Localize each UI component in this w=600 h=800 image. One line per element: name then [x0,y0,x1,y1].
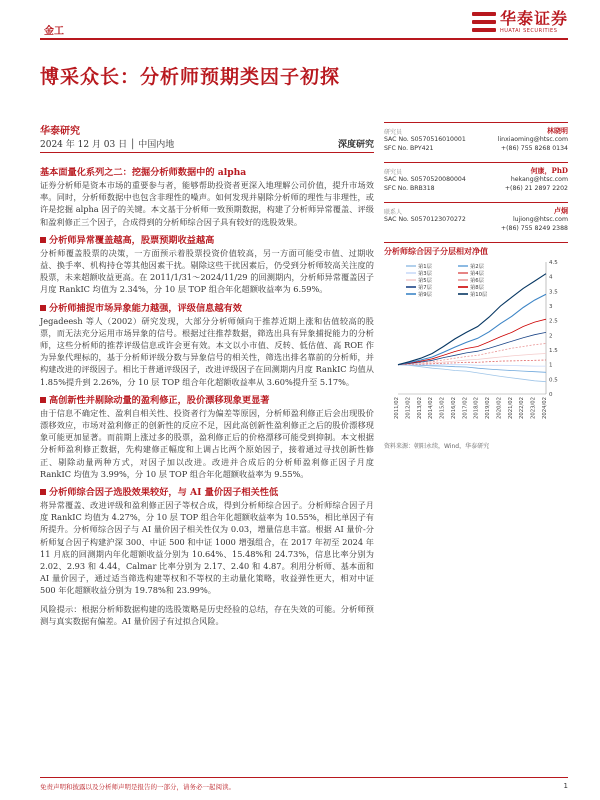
logo-name-cn: 华泰证券 [499,9,568,28]
analyst-role: 研究员 [384,169,403,176]
x-tick-label: 2017/02 [462,397,469,420]
x-tick-label: 2011/02 [394,397,400,420]
dateline [40,137,374,153]
bullet-icon [40,489,46,495]
legend-label: 第6层 [470,278,484,284]
chart-area [384,256,568,434]
legend-label: 第3层 [418,271,432,277]
x-tick-label: 2022/02 [519,397,526,420]
section-body: 将异常覆盖、改进评级和盈利修正因子等权合成，得到分析师综合因子。分析师综合因子月度 RankIC 均值为 4.27%，分 10 层 TOP 组合年化超额收益率为 10.55%，相比单因子有所提升。分析师综合因子与 AI 量价因子相关性仅为 0.03，增量信息丰富。根据 AI 量价-分析师复合因子构建沪深 300、中证 500 和中证 1000 增强组合，在 2017 年初至 2024 年 11 月底的回测期内年化超额收益分别为 10.64%、15.48%和 24.73%，信息比率分别为 2.02、2.93 和 4.44，Calmar 比率分别为 2.17、2.40 和 4.87。利用分析师、基本面和 AI 量价因子，通过适当筛选构建等权和不等权的主动量化策略，收益弹性更大，相对中证 500 年化超额收益分别为 19.78%和 23.99%。 [40,500,374,596]
section-heading [40,302,374,315]
y-tick-label: 1.5 [549,348,558,354]
report-title: 博采众长：分析师预期类因子初探 [40,66,341,88]
sector-label: 金工 [44,26,64,37]
main-content [40,160,374,627]
company-logo [472,10,568,34]
y-tick-label: 2.5 [549,318,558,325]
analyst-email[interactable]: linxiaoming@htsc.com [497,136,568,143]
analyst-phone: +(86) 755 8249 2388 [500,225,568,232]
analyst-name: 卢炯 [554,206,568,215]
section-heading [40,166,374,179]
bullet-icon [40,237,46,243]
section-body: 分析师覆盖股票的决策，一方面预示着股票投资价值较高，另一方面可能受市值、过期收益、换手率、机构持仓等其他因素干扰。剔除这些干扰因素后，仍受到分析师较高关注度的股票，未来超额收益更高。在 2011/1/31～2024/11/29 的回测期内，分析师异常覆盖因子月度 RankIC 均值为 2.34%，分 10 层 TOP 组合年化超额收益率为 6.59%。 [40,247,374,295]
legend-label: 第9层 [418,292,432,298]
header-bar [40,9,568,40]
analyst-sfc: SFC No. BRB318 [384,185,435,192]
section-heading [40,486,374,499]
section-heading-text: 分析师综合因子选股效果较好，与 AI 量价因子相关性低 [49,487,279,499]
logo-name-en: HUATAI SECURITIES [499,28,558,34]
y-tick-label: 0 [549,392,553,398]
y-tick-label: 3.5 [549,289,558,296]
section-heading-text: 分析师异常覆盖越高，股票预期收益越高 [49,234,215,246]
analyst-email[interactable]: hekang@htsc.com [510,176,568,183]
x-tick-label: 2020/02 [496,397,503,420]
analyst-sac: SAC No. S0570520080004 [384,176,466,183]
analyst-name: 何康，PhD [530,166,568,175]
report-type: 深度研究 [337,140,374,150]
report-date-region: 2024 年 12 月 03 日 │ 中国内地 [40,140,175,150]
research-label: 华泰研究 [40,126,80,137]
layer-nav-chart [384,256,568,434]
x-tick-label: 2018/02 [473,397,480,420]
section-heading [40,394,374,407]
x-tick-label: 2024/02 [542,397,548,420]
logo-icon [472,12,496,32]
analyst-name: 林晓明 [547,126,568,135]
section-heading-text: 基本面量化系列之二：挖掘分析师数据中的 alpha [40,167,247,178]
analyst-panel [384,122,568,242]
bullet-icon [40,397,46,403]
y-tick-label: 4.5 [549,260,558,266]
section-heading-text: 高创新性并剔除动量的盈利修正，股价漂移现象更显著 [49,394,270,406]
analyst-role: 研究员 [384,129,403,136]
analyst-role: 联系人 [384,209,403,216]
analyst-card [384,162,568,202]
y-tick-label: 4 [549,274,553,281]
x-tick-label: 2021/02 [507,397,514,420]
risk-warning: 风险提示：根据分析师数据构建的选股策略是历史经验的总结，存在失效的可能。分析师预测与真实数据有偏差。AI 量价因子有过拟合风险。 [40,603,374,626]
x-tick-label: 2023/02 [530,397,537,420]
y-tick-label: 0.5 [549,377,558,384]
legend-label: 第8层 [470,285,484,291]
footer-disclaimer: 免责声明和披露以及分析师声明是报告的一部分，请务必一起阅读。 [40,783,235,791]
bullet-icon [40,305,46,311]
footer [40,777,568,795]
analyst-sac: SAC No. S0570123070272 [384,216,466,223]
analyst-card [384,122,568,162]
analyst-email[interactable]: lujiong@htsc.com [512,216,568,223]
section-body: 证券分析师是资本市场的重要参与者，能够帮助投资者更深入地理解公司价值，提升市场效率。同时，分析师数据中也包含非理性的噪声。如何发现并剔除分析师的理性与非理性，或许是挖掘 alpha 因子的关键。本文基于分析师一致预期数据，构建了分析师异常覆盖、评级和盈利修正三个因子，合成得到的分析师综合因子具有较好的选股效果。 [40,180,374,227]
x-tick-label: 2015/02 [439,397,446,420]
x-tick-label: 2014/02 [428,397,435,420]
page-number: 1 [563,782,568,790]
x-tick-label: 2013/02 [416,397,423,420]
section-body: Jegadeesh 等人（2002）研究发现，大部分分析师倾向于推荐近期上涨和估值较高的股票，而无法充分运用市场异象的信号。根据过往推荐数据，筛选出具有异象捕捉能力的分析师，这些分析师的推荐评级信息或许会更有效。本文以小市值、反转、低估值、高 ROE 作为异象代理标的，基于分析师评级分数与异象信号的相关性，筛选出排名靠前的分析师，并构建改进的评级因子。相比于普通评级因子，改进评级因子在回测期内月度 RankIC 均值从 1.85%提升到 2.26%，分 10 层 TOP 组合年化超额收益率从 3.60%提升至 5.17%。 [40,315,374,387]
analyst-phone: +(86) 21 2897 2202 [504,185,568,192]
legend-label: 第5层 [418,278,432,284]
y-tick-label: 2 [549,333,553,340]
x-tick-label: 2019/02 [485,397,492,420]
analyst-sfc: SFC No. BPY421 [384,145,434,152]
y-tick-label: 1 [549,362,553,369]
legend-label: 第4层 [470,271,484,277]
section-body: 由于信息不确定性、盈利自相关性、投资者行为偏差等原因，分析师盈利修正后会出现股价漂移效应，市场对盈利修正的创新性的反应不足，因此高创新性盈利修正之后的股价漂移现象可能更加显著。而前期上涨过多的股票，盈利修正后的价格漂移可能受到抑制。本文根据分析师盈利修正数据，先构建修正幅度和上调占比两个原始因子，接着通过寻找创新性修正、剔除动量两种方式，对因子加以改进。改进并合成后的分析师盈利修正因子月度 RankIC 均值为 3.99%，分 10 层 TOP 组合年化超额收益率为 9.55%。 [40,407,374,479]
x-tick-label: 2016/02 [450,397,457,420]
legend-label: 第2层 [470,264,484,270]
section-heading-text: 分析师捕捉市场异象能力越强，评级信息越有效 [49,302,242,314]
legend-label: 第1层 [418,264,432,270]
x-tick-label: 2012/02 [405,397,412,420]
chart-source: 资料来源：朝阳永续，Wind，华泰研究 [384,443,490,450]
section-heading [40,234,374,247]
legend-label: 第7层 [418,285,432,291]
y-tick-label: 3 [549,304,553,310]
analyst-phone: +(86) 755 8268 0134 [500,145,568,152]
analyst-sac: SAC No. S0570516010001 [384,136,466,143]
analyst-card [384,202,568,242]
chart-title: 分析师综合因子分层相对净值 [384,242,568,257]
legend-label: 第10层 [470,292,488,298]
